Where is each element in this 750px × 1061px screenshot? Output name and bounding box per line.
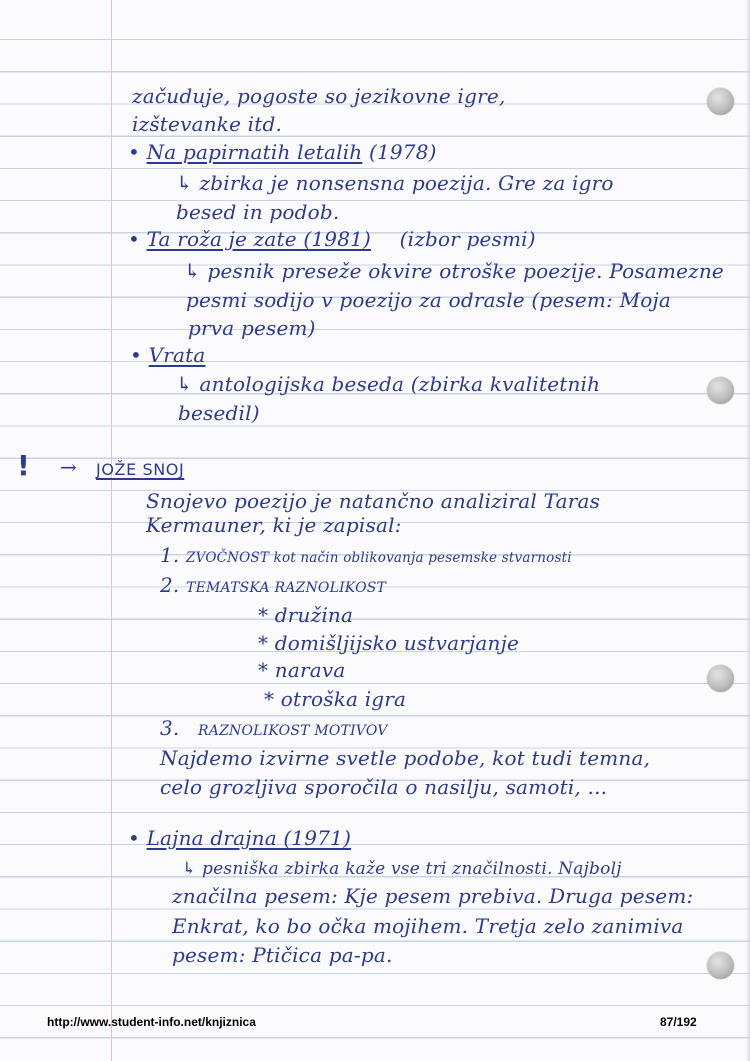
notebook-margin-line [111, 0, 112, 1061]
page-edge-shadow [746, 0, 750, 1061]
section-heading-joze-snoj: JOŽE SNOJ [96, 460, 185, 479]
note-line-2: izštevanke itd. [132, 112, 283, 136]
binder-hole-3 [707, 665, 734, 692]
note-line-12: besedil) [178, 401, 260, 425]
binder-hole-1 [707, 88, 734, 115]
book-title-ta-roza-je-zate: Ta roža je zate (1981) [146, 227, 372, 251]
book-title-vrata: Vrata [148, 343, 206, 367]
list-item-3 [160, 716, 388, 743]
note-line-8: pesmi sodijo v poezijo za odrasle (pesem: Moja [186, 288, 672, 312]
list-item-number: 1. [160, 543, 180, 567]
footer-page-number: 87/192 [660, 1015, 697, 1029]
list-item-2 [160, 573, 386, 600]
book-note: (izbor pesmi) [399, 227, 536, 251]
note-line-15: Kermauner, ki je zapisal: [146, 513, 402, 537]
list-item-number: 2. [160, 573, 180, 597]
note-line-24: ↳ pesniška zbirka kaže vse tri značilnosti. Najbolj [182, 859, 622, 879]
note-line-26: Enkrat, ko bo očka mojihem. Tretja zelo zanimiva [172, 914, 684, 938]
note-line-27: pesem: Ptičica pa-pa. [172, 943, 393, 967]
note-line-7: ↳ pesnik preseže okvire otroške poezije. Posamezne [184, 259, 724, 283]
binder-hole-4 [707, 952, 734, 979]
list-item-text: RAZNOLIKOST MOTIVOV [198, 723, 388, 739]
bullet: • [128, 227, 140, 251]
list-item-1 [160, 543, 572, 570]
note-line-6 [128, 227, 536, 251]
arrow-icon: → [60, 455, 77, 479]
note-line-9: prva pesem) [188, 316, 316, 340]
note-line-5: besed in podob. [176, 200, 340, 224]
sub-item-druzina: * družina [258, 603, 354, 627]
binder-hole-2 [707, 377, 734, 404]
list-item-text: ZVOČNOST kot način oblikovanja pesemske stvarnosti [186, 550, 572, 566]
list-item-text: TEMATSKA RAZNOLIKOST [186, 580, 387, 596]
note-line-14: Snojevo poezijo je natančno analiziral Taras [146, 489, 601, 513]
note-line-21: Najdemo izvirne svetle podobe, kot tudi temna, [160, 746, 651, 770]
note-line-3 [128, 140, 437, 164]
note-line-22: celo grozljiva sporočila o nasilju, samoti, ... [160, 775, 608, 799]
book-year: (1978) [368, 140, 437, 164]
note-line-10 [130, 343, 205, 367]
note-line-11: ↳ antologijska beseda (zbirka kvalitetnih [176, 372, 601, 396]
book-title-lajna-drajna: Lajna drajna (1971) [146, 826, 352, 850]
bullet: • [130, 343, 142, 367]
sub-item-domisljijsko-ustvarjanje: * domišljijsko ustvarjanje [258, 631, 520, 655]
note-line-1: začuduje, pogoste so jezikovne igre, [132, 84, 506, 108]
book-title-na-papirnatih-letalih: Na papirnatih letalih [146, 140, 363, 164]
bullet: • [128, 826, 140, 850]
sub-item-narava: * narava [258, 658, 346, 682]
note-line-25: značilna pesem: Kje pesem prebiva. Druga pesem: [172, 884, 694, 908]
note-line-23 [128, 826, 351, 850]
bullet: • [128, 140, 140, 164]
sub-item-otroska-igra: * otroška igra [264, 687, 407, 711]
footer-url: http://www.student-info.net/knjiznica [47, 1015, 256, 1029]
note-line-4: ↳ zbirka je nonsensna poezija. Gre za igro [176, 171, 614, 195]
exclamation-mark: ! [17, 449, 30, 482]
list-item-number: 3. [160, 716, 180, 740]
